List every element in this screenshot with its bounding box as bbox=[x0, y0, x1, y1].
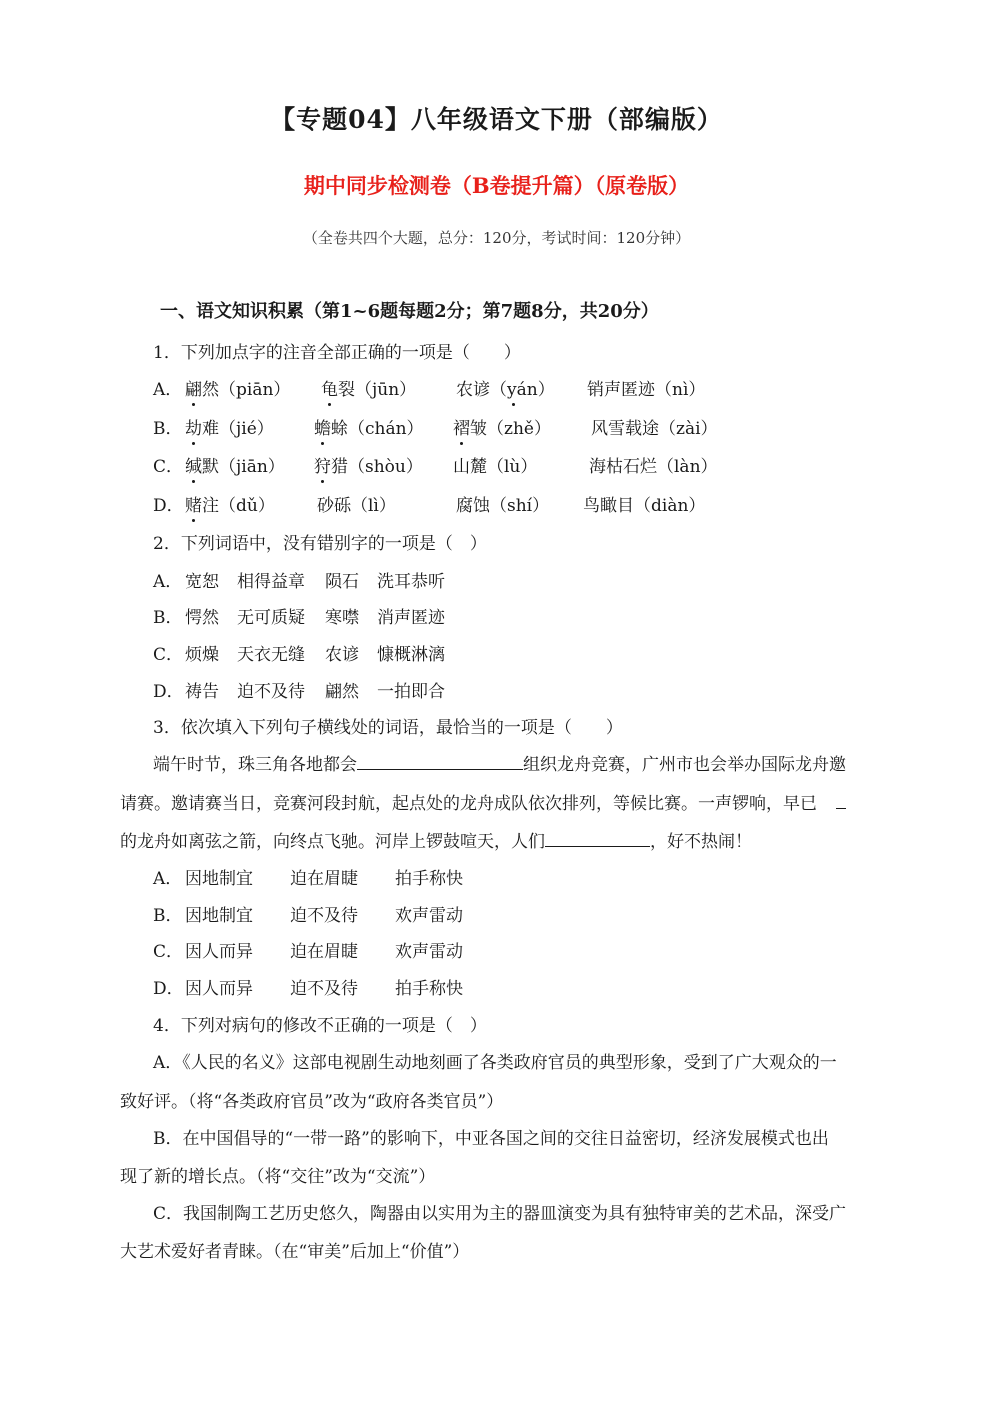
q3-b-word-3: 欢声雷动 bbox=[395, 906, 463, 926]
option-label: A． bbox=[153, 572, 183, 592]
q2-c-word-1: 烦燥 bbox=[185, 645, 219, 665]
q3-a-word-3: 拍手称快 bbox=[395, 869, 463, 889]
pinyin-text: 蜍（chán） bbox=[331, 419, 424, 439]
q4-option-b-line-1: B．在中国倡导的“一带一路”的影响下，中亚各国之间的交往日益密切，经济发展模式也出 bbox=[153, 1129, 829, 1149]
question-1-stem: 1．下列加点字的注音全部正确的一项是（ ） bbox=[153, 343, 521, 363]
pinyin-text: 猎（shòu） bbox=[331, 457, 423, 477]
pinyin-text: 谚（yán） bbox=[473, 375, 555, 400]
plain-char: 砂 bbox=[317, 496, 334, 516]
q2-b-word-3: 寒噤 bbox=[325, 608, 359, 628]
pinyin-text: 默（jiān） bbox=[202, 457, 285, 477]
q1-option-c bbox=[153, 452, 183, 477]
q2-c-word-3: 农谚 bbox=[325, 645, 359, 665]
q2-b-word-2: 无可质疑 bbox=[237, 608, 305, 628]
q2-d-word-1: 祷告 bbox=[185, 682, 219, 702]
pinyin-text: 皱（zhě） bbox=[470, 419, 551, 439]
option-label: C． bbox=[153, 645, 184, 665]
question-2-stem: 2．下列词语中，没有错别字的一项是（ ） bbox=[153, 534, 487, 554]
q2-d-word-2: 迫不及待 bbox=[237, 682, 305, 702]
q3-c-word-3: 欢声雷动 bbox=[395, 942, 463, 962]
option-label: D． bbox=[153, 979, 184, 999]
q4-option-a-line-1: A．《人民的名义》这部电视剧生动地刻画了各类政府官员的典型形象，受到了广大观众的一 bbox=[153, 1053, 837, 1073]
passage-text: ，好不热闹！ bbox=[650, 832, 752, 852]
pinyin-text: 注（dǔ） bbox=[202, 496, 275, 516]
document-title: 【专题04】八年级语文下册（部编版） bbox=[270, 105, 723, 134]
q2-c-word-2: 天衣无缝 bbox=[237, 645, 305, 665]
option-label: B． bbox=[153, 608, 183, 628]
plain-char: 山 bbox=[453, 457, 470, 477]
q1-option-a bbox=[153, 375, 182, 400]
q2-option-d bbox=[153, 677, 184, 702]
q2-d-word-4: 一拍即合 bbox=[377, 682, 445, 702]
q3-option-b bbox=[153, 901, 183, 926]
question-3-stem: 3．依次填入下列句子横线处的词语，最恰当的一项是（ ） bbox=[153, 718, 623, 738]
q3-a-word-1: 因地制宜 bbox=[185, 869, 253, 889]
q3-option-d bbox=[153, 974, 184, 999]
document-subtitle: 期中同步检测卷（B卷提升篇）（原卷版） bbox=[303, 173, 690, 198]
dotted-char: 劫 bbox=[185, 414, 202, 439]
pinyin-text: 途（zài） bbox=[642, 419, 718, 439]
passage-text: 组织龙舟竞赛，广州市也会举办国际龙舟邀 bbox=[523, 755, 846, 775]
q2-a-word-4: 洗耳恭听 bbox=[377, 572, 445, 592]
dotted-char: 龟 bbox=[321, 375, 338, 400]
q1-d-item-1 bbox=[185, 491, 275, 516]
q2-a-word-3: 陨石 bbox=[325, 572, 359, 592]
plain-char: 海枯石 bbox=[589, 457, 640, 477]
dotted-char: 狩 bbox=[314, 452, 331, 477]
q3-passage-line-2: 请赛。邀请赛当日，竞赛河段封航，起点处的龙舟成队依次排列，等候比赛。一声锣响，早已 bbox=[120, 794, 817, 814]
fill-blank-3[interactable] bbox=[545, 845, 650, 847]
q4-option-b-line-2: 现了新的增长点。（将“交往”改为“交流”） bbox=[120, 1167, 436, 1187]
plain-char: 农 bbox=[456, 380, 473, 400]
plain-char: 风雪载 bbox=[591, 419, 642, 439]
q4-option-c-line-1: C．我国制陶工艺历史悠久，陶器由以实用为主的器皿演变为具有独特审美的艺术品，深受广 bbox=[153, 1204, 847, 1224]
q1-a-item-4 bbox=[587, 375, 705, 400]
q1-d-item-3 bbox=[456, 491, 549, 516]
q3-option-c bbox=[153, 937, 183, 962]
q1-option-b bbox=[153, 414, 183, 439]
pinyin-text: 迹（nì） bbox=[638, 380, 706, 400]
q2-d-word-3: 翩然 bbox=[325, 682, 359, 702]
dotted-char: 蟾 bbox=[314, 414, 331, 439]
q1-b-item-1 bbox=[185, 414, 274, 439]
q3-b-word-1: 因地制宜 bbox=[185, 906, 253, 926]
pinyin-text: 烂（làn） bbox=[640, 457, 718, 477]
q3-passage-line-3 bbox=[120, 827, 752, 852]
q1-b-item-2 bbox=[314, 414, 424, 439]
q2-a-word-1: 宽恕 bbox=[185, 572, 219, 592]
q2-option-a bbox=[153, 567, 182, 592]
dotted-char: 褶 bbox=[453, 414, 470, 439]
q3-d-word-2: 迫不及待 bbox=[290, 979, 358, 999]
q3-passage-line-1 bbox=[153, 750, 846, 775]
plain-char: 销声匿 bbox=[587, 380, 638, 400]
q1-b-item-3 bbox=[453, 414, 551, 439]
dotted-char: 翩 bbox=[185, 375, 202, 400]
pinyin-text: 瞰目（diàn） bbox=[600, 496, 706, 516]
q1-c-item-3 bbox=[453, 452, 537, 477]
q1-c-item-4 bbox=[589, 452, 718, 477]
q2-b-word-4: 消声匿迹 bbox=[377, 608, 445, 628]
exam-note: （全卷共四个大题，总分：120分，考试时间：120分钟） bbox=[302, 229, 691, 247]
option-label: D． bbox=[153, 682, 184, 702]
q3-c-word-2: 迫在眉睫 bbox=[290, 942, 358, 962]
q3-b-word-2: 迫不及待 bbox=[290, 906, 358, 926]
dotted-char: 赌 bbox=[185, 491, 202, 516]
q2-b-word-1: 愕然 bbox=[185, 608, 219, 628]
q3-option-a bbox=[153, 864, 182, 889]
q3-c-word-1: 因人而异 bbox=[185, 942, 253, 962]
q4-option-c-line-2: 大艺术爱好者青睐。（在“审美”后加上“价值”） bbox=[120, 1242, 470, 1262]
pinyin-text: 砾（lì） bbox=[334, 496, 396, 516]
q1-a-item-1 bbox=[185, 375, 290, 400]
pinyin-text: 裂（jūn） bbox=[338, 380, 417, 400]
q3-d-word-3: 拍手称快 bbox=[395, 979, 463, 999]
q1-d-item-2 bbox=[317, 491, 396, 516]
q3-a-word-2: 迫在眉睫 bbox=[290, 869, 358, 889]
pinyin-text: 麓（lù） bbox=[470, 457, 538, 477]
q1-c-item-2 bbox=[314, 452, 423, 477]
q3-d-word-1: 因人而异 bbox=[185, 979, 253, 999]
passage-text: 端午时节，珠三角各地都会 bbox=[153, 755, 357, 775]
q2-option-c bbox=[153, 640, 183, 665]
q4-option-a-line-2: 致好评。（将“各类政府官员”改为“政府各类官员”） bbox=[120, 1092, 504, 1112]
q1-d-item-4 bbox=[583, 491, 705, 516]
q1-a-item-2 bbox=[321, 375, 416, 400]
plain-char: 鸟 bbox=[583, 496, 600, 516]
pinyin-text: 难（jié） bbox=[202, 419, 274, 439]
plain-char: 腐 bbox=[456, 496, 473, 516]
question-4-stem: 4．下列对病句的修改不正确的一项是（ ） bbox=[153, 1016, 487, 1036]
option-label: A． bbox=[153, 869, 183, 889]
q2-a-word-2: 相得益章 bbox=[237, 572, 305, 592]
option-label: A． bbox=[153, 380, 183, 400]
passage-text: 的龙舟如离弦之箭，向终点飞驰。河岸上锣鼓喧天，人们 bbox=[120, 832, 545, 852]
fill-blank-2[interactable] bbox=[836, 808, 846, 809]
pinyin-text: 蚀（shí） bbox=[473, 496, 550, 516]
q1-option-d bbox=[153, 491, 184, 516]
option-label: B． bbox=[153, 419, 183, 439]
q2-c-word-4: 慷概淋漓 bbox=[377, 645, 445, 665]
option-label: B． bbox=[153, 906, 183, 926]
option-label: D． bbox=[153, 496, 184, 516]
q1-c-item-1 bbox=[185, 452, 285, 477]
q2-option-b bbox=[153, 603, 183, 628]
option-label: C． bbox=[153, 457, 184, 477]
fill-blank-1[interactable] bbox=[357, 768, 523, 770]
pinyin-text: 然（piān） bbox=[202, 380, 291, 400]
option-label: C． bbox=[153, 942, 184, 962]
q1-a-item-3 bbox=[456, 375, 555, 400]
q1-b-item-4 bbox=[591, 414, 718, 439]
dotted-char: 缄 bbox=[185, 452, 202, 477]
section-heading: 一、语文知识积累（第1~6题每题2分；第7题8分，共20分） bbox=[160, 301, 659, 322]
